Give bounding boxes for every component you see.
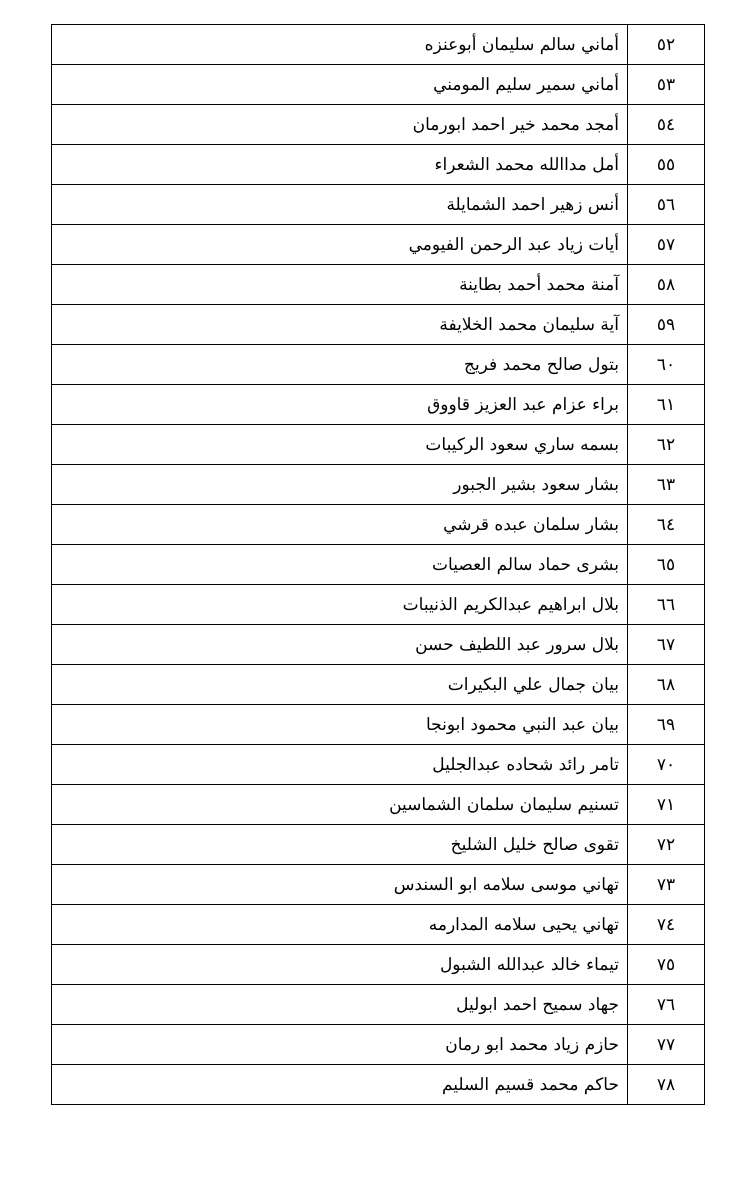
row-name: تامر رائد شحاده عبدالجليل [52, 745, 628, 785]
row-name: تسنيم سليمان سلمان الشماسين [52, 785, 628, 825]
row-name: أنس زهير احمد الشمايلة [52, 185, 628, 225]
table-row [52, 865, 705, 905]
row-number: ٦١ [628, 385, 705, 425]
table-row [52, 105, 705, 145]
row-name: حاكم محمد قسيم السليم [52, 1065, 628, 1105]
row-number: ٦٨ [628, 665, 705, 705]
row-number: ٥٨ [628, 265, 705, 305]
row-number: ٧٧ [628, 1025, 705, 1065]
row-name: بتول صالح محمد فريج [52, 345, 628, 385]
row-name: بيان جمال علي البكيرات [52, 665, 628, 705]
row-name: بيان عبد النبي محمود ابونجا [52, 705, 628, 745]
row-number: ٧٨ [628, 1065, 705, 1105]
row-number: ٧١ [628, 785, 705, 825]
table-row [52, 265, 705, 305]
table-row [52, 185, 705, 225]
row-name: تقوى صالح خليل الشليخ [52, 825, 628, 865]
table-row [52, 425, 705, 465]
table-row [52, 345, 705, 385]
table-row [52, 985, 705, 1025]
row-number: ٧٥ [628, 945, 705, 985]
row-number: ٧٢ [628, 825, 705, 865]
table-row [52, 585, 705, 625]
row-name: آمنة محمد أحمد بطاينة [52, 265, 628, 305]
row-name: بشار سعود بشير الجبور [52, 465, 628, 505]
row-name: بسمه ساري سعود الركيبات [52, 425, 628, 465]
table-row [52, 385, 705, 425]
table-row [52, 625, 705, 665]
names-document [51, 24, 705, 1105]
table-row [52, 745, 705, 785]
row-name: بلال سرور عبد اللطيف حسن [52, 625, 628, 665]
table-row [52, 705, 705, 745]
row-name: آية سليمان محمد الخلايفة [52, 305, 628, 345]
row-number: ٥٢ [628, 25, 705, 65]
table-row [52, 785, 705, 825]
row-name: براء عزام عبد العزيز قاووق [52, 385, 628, 425]
table-row [52, 905, 705, 945]
row-name: تهاني موسى سلامه ابو السندس [52, 865, 628, 905]
row-number: ٥٤ [628, 105, 705, 145]
row-number: ٦٣ [628, 465, 705, 505]
row-number: ٧٣ [628, 865, 705, 905]
table-row [52, 65, 705, 105]
row-number: ٦٤ [628, 505, 705, 545]
row-number: ٦٦ [628, 585, 705, 625]
table-row [52, 1065, 705, 1105]
table-row [52, 25, 705, 65]
table-row [52, 1025, 705, 1065]
names-table-body [52, 25, 705, 1105]
row-number: ٦٩ [628, 705, 705, 745]
row-name: أماني سمير سليم المومني [52, 65, 628, 105]
row-number: ٥٦ [628, 185, 705, 225]
row-name: بشار سلمان عبده قرشي [52, 505, 628, 545]
row-number: ٦٧ [628, 625, 705, 665]
row-number: ٥٩ [628, 305, 705, 345]
table-row [52, 305, 705, 345]
row-name: أيات زياد عبد الرحمن الفيومي [52, 225, 628, 265]
row-name: حازم زياد محمد ابو رمان [52, 1025, 628, 1065]
names-table [51, 24, 705, 1105]
row-number: ٥٣ [628, 65, 705, 105]
table-row [52, 465, 705, 505]
row-number: ٦٥ [628, 545, 705, 585]
row-number: ٧٠ [628, 745, 705, 785]
row-name: بلال ابراهيم عبدالكريم الذنيبات [52, 585, 628, 625]
row-name: أمل مداالله محمد الشعراء [52, 145, 628, 185]
table-row [52, 945, 705, 985]
row-name: جهاد سميح احمد ابوليل [52, 985, 628, 1025]
row-number: ٦٢ [628, 425, 705, 465]
row-name: أماني سالم سليمان أبوعنزه [52, 25, 628, 65]
row-name: تهاني يحيى سلامه المدارمه [52, 905, 628, 945]
table-row [52, 545, 705, 585]
table-row [52, 665, 705, 705]
table-row [52, 145, 705, 185]
table-row [52, 505, 705, 545]
row-number: ٧٦ [628, 985, 705, 1025]
row-name: تيماء خالد عبدالله الشبول [52, 945, 628, 985]
row-name: أمجد محمد خير احمد ابورمان [52, 105, 628, 145]
row-name: بشرى حماد سالم العصيات [52, 545, 628, 585]
table-row [52, 225, 705, 265]
row-number: ٥٥ [628, 145, 705, 185]
table-row [52, 825, 705, 865]
row-number: ٥٧ [628, 225, 705, 265]
row-number: ٦٠ [628, 345, 705, 385]
row-number: ٧٤ [628, 905, 705, 945]
